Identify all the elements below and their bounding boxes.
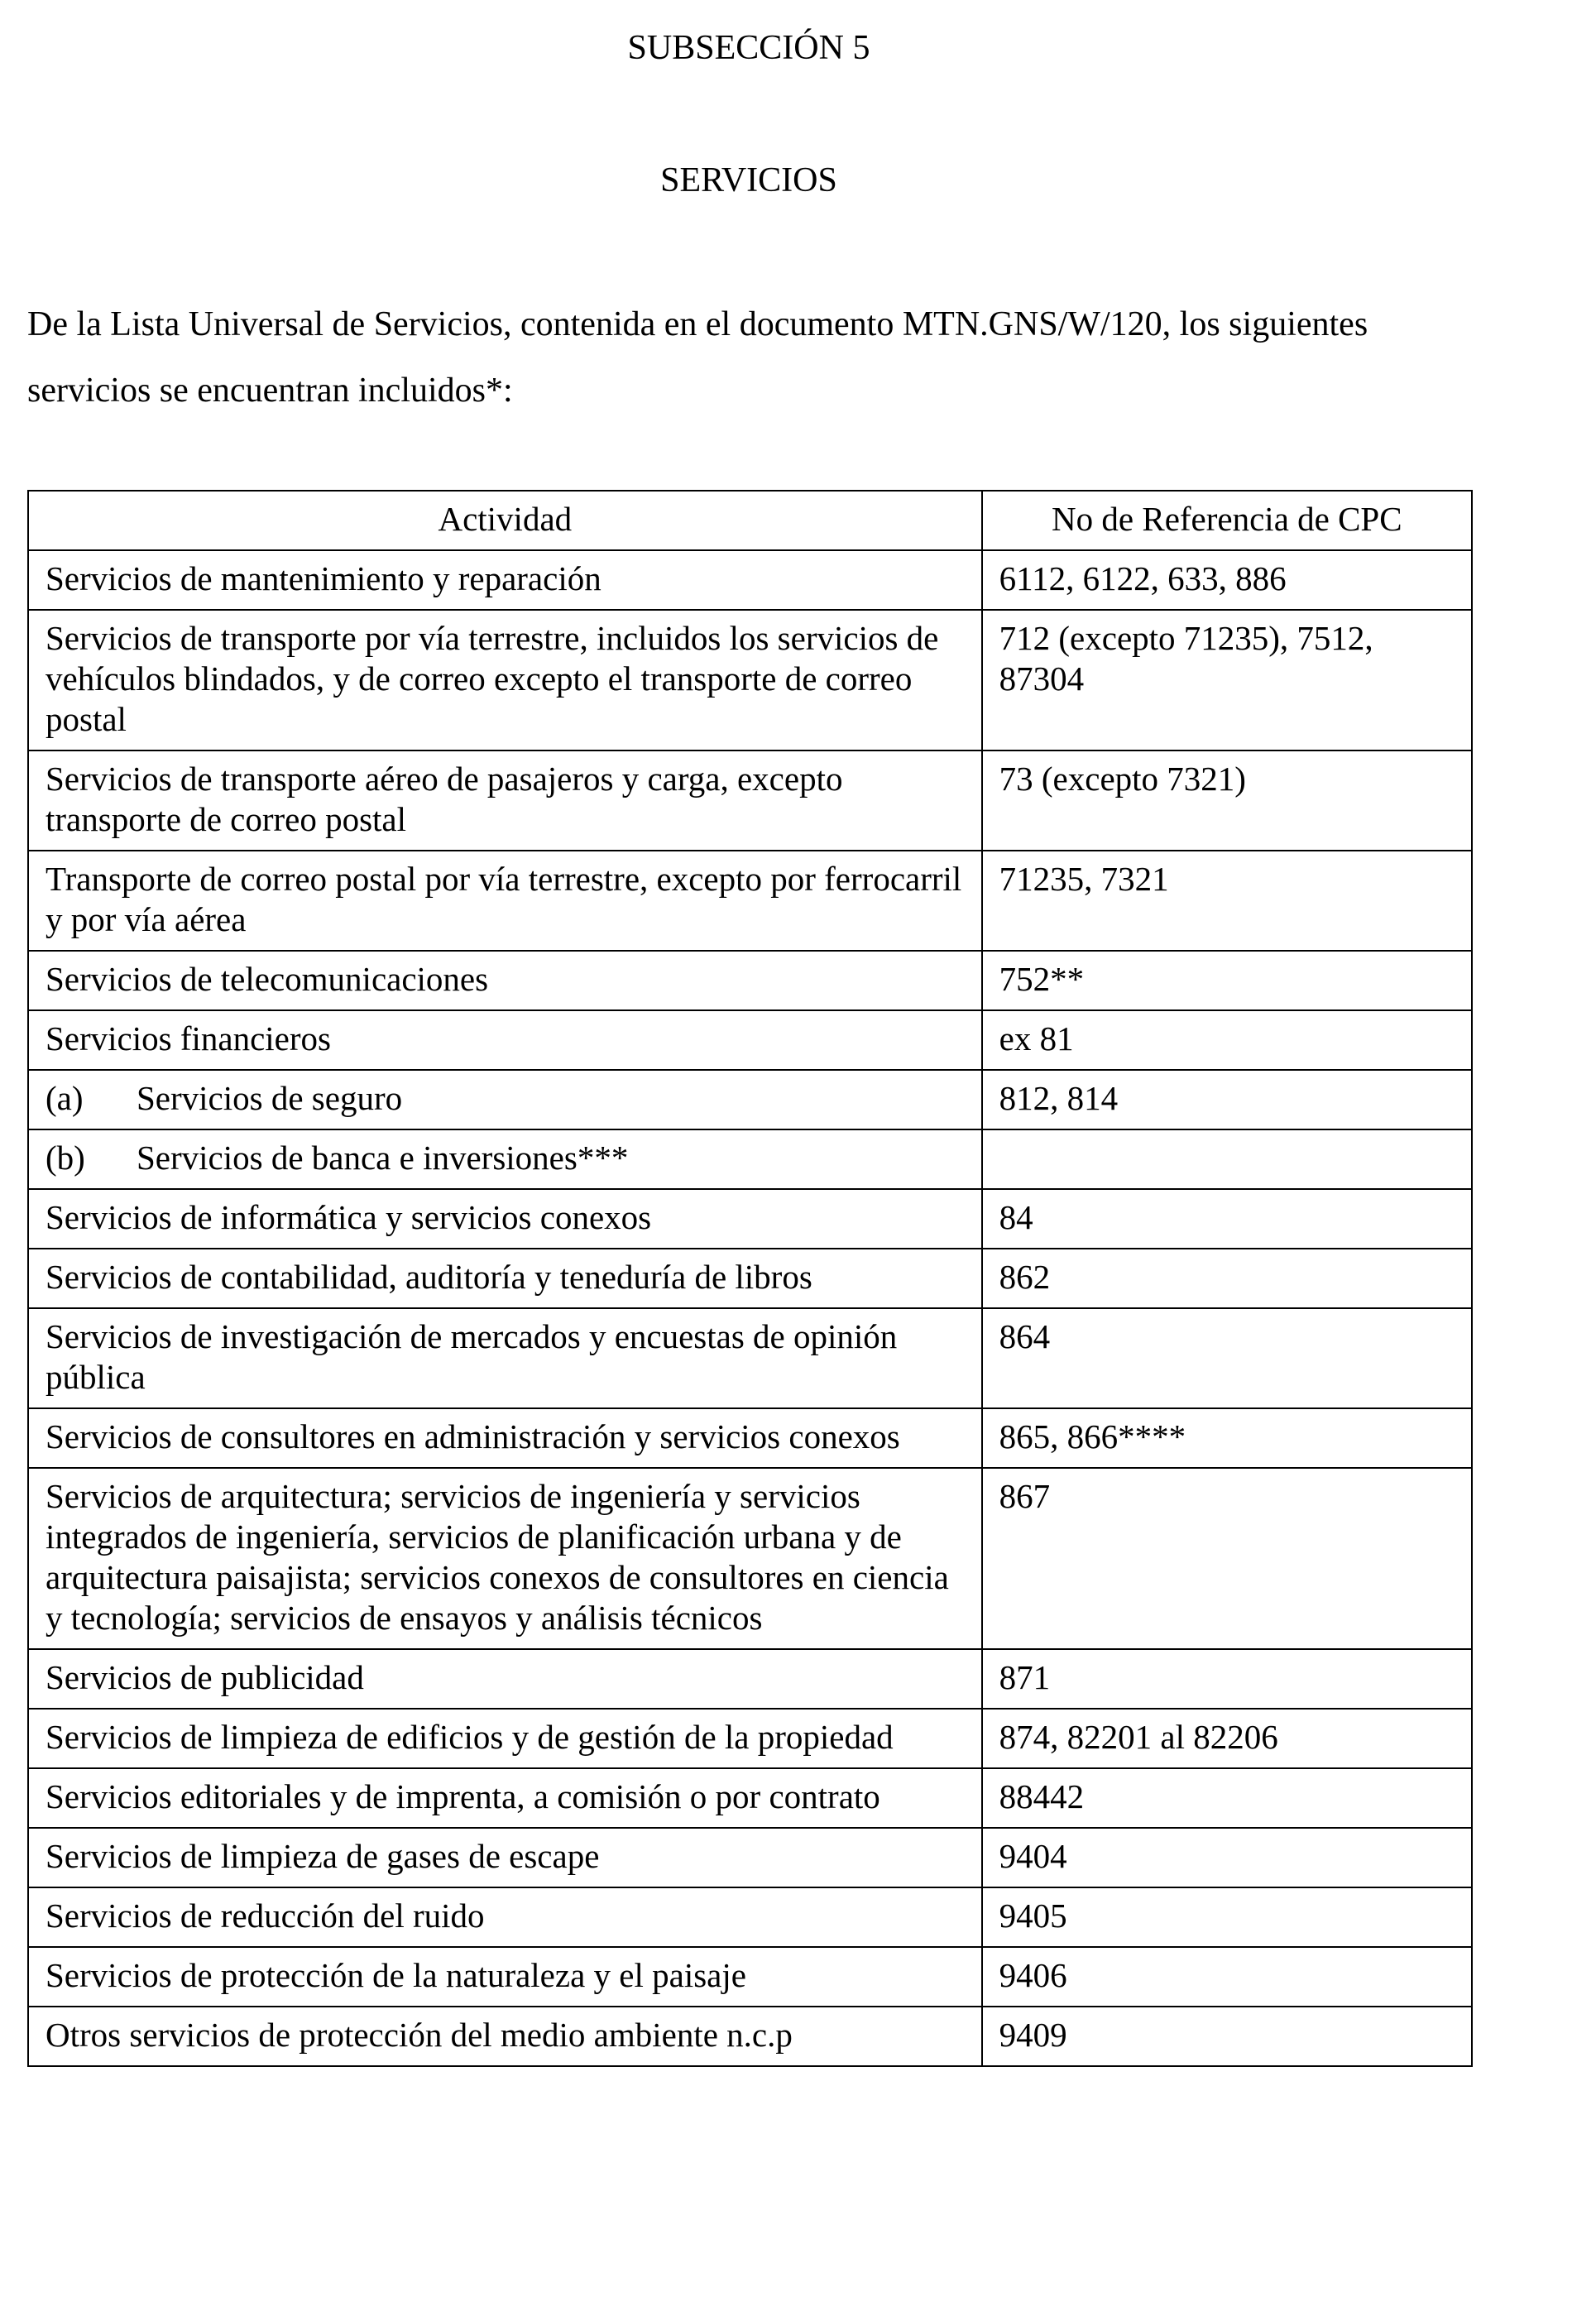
table-row xyxy=(28,1649,1472,1709)
table-header-row xyxy=(28,491,1472,550)
cpc-cell: 9404 xyxy=(982,1828,1472,1887)
cpc-cell: 6112, 6122, 633, 886 xyxy=(982,550,1472,610)
activity-cell: Servicios de limpieza de gases de escape xyxy=(28,1828,982,1887)
section-title: SERVICIOS xyxy=(660,161,837,199)
header-activity: Actividad xyxy=(28,491,982,550)
subitem-letter: (b) xyxy=(46,1139,85,1177)
table-row xyxy=(28,1468,1472,1649)
subsection-title: SUBSECCIÓN 5 xyxy=(627,29,870,67)
cpc-cell: 874, 82201 al 82206 xyxy=(982,1709,1472,1768)
table-row xyxy=(28,1887,1472,1947)
table-row xyxy=(28,1070,1472,1129)
cpc-cell: 752** xyxy=(982,951,1472,1010)
table-row xyxy=(28,1010,1472,1070)
activity-cell: Servicios de contabilidad, auditoría y teneduría de libros xyxy=(28,1249,982,1308)
table-row xyxy=(28,951,1472,1010)
table-row xyxy=(28,1189,1472,1249)
cpc-cell: 864 xyxy=(982,1308,1472,1408)
table-row xyxy=(28,1408,1472,1468)
cpc-cell: 9406 xyxy=(982,1947,1472,2007)
activity-cell: Servicios de transporte aéreo de pasajeros y carga, excepto transporte de correo postal xyxy=(28,750,982,851)
cpc-cell xyxy=(982,1129,1472,1189)
table-row xyxy=(28,1129,1472,1189)
subitem-label: Servicios de seguro xyxy=(137,1079,403,1117)
table-row xyxy=(28,2007,1472,2066)
cpc-cell: 867 xyxy=(982,1468,1472,1649)
table-row xyxy=(28,610,1472,750)
cpc-cell: 871 xyxy=(982,1649,1472,1709)
table-row xyxy=(28,1828,1472,1887)
activity-cell: Servicios de publicidad xyxy=(28,1649,982,1709)
cpc-cell: 865, 866**** xyxy=(982,1408,1472,1468)
cpc-cell: 84 xyxy=(982,1189,1472,1249)
header-cpc-reference: No de Referencia de CPC xyxy=(982,491,1472,550)
activity-cell: Servicios de investigación de mercados y encuestas de opinión pública xyxy=(28,1308,982,1408)
cpc-cell: 862 xyxy=(982,1249,1472,1308)
activity-cell: Servicios de arquitectura; servicios de ingeniería y servicios integrados de ingeniería, servicios de planificación urbana y de arquitectura paisajista; servicios conexos de consultores en ciencia y tecnología; servicios de ensayos y análisis técnicos xyxy=(28,1468,982,1649)
activity-cell: Otros servicios de protección del medio ambiente n.c.p xyxy=(28,2007,982,2066)
table-row xyxy=(28,550,1472,610)
subitem-letter: (a) xyxy=(46,1079,84,1117)
activity-cell: Servicios de mantenimiento y reparación xyxy=(28,550,982,610)
cpc-cell: 71235, 7321 xyxy=(982,851,1472,951)
cpc-cell: 73 (excepto 7321) xyxy=(982,750,1472,851)
activity-cell: Servicios de limpieza de edificios y de gestión de la propiedad xyxy=(28,1709,982,1768)
table-row xyxy=(28,1308,1472,1408)
table-row xyxy=(28,1768,1472,1828)
activity-cell: Servicios de transporte por vía terrestre, incluidos los servicios de vehículos blindados, y de correo excepto el transporte de correo postal xyxy=(28,610,982,750)
table-row xyxy=(28,1249,1472,1308)
activity-cell: Servicios de informática y servicios conexos xyxy=(28,1189,982,1249)
intro-paragraph: De la Lista Universal de Servicios, contenida en el documento MTN.GNS/W/120, los siguientes servicios se encuentran incluidos*: xyxy=(27,305,1368,410)
activity-cell: Servicios de protección de la naturaleza y el paisaje xyxy=(28,1947,982,2007)
table-row xyxy=(28,1709,1472,1768)
activity-cell: Servicios financieros xyxy=(28,1010,982,1070)
cpc-cell: 9409 xyxy=(982,2007,1472,2066)
cpc-cell: ex 81 xyxy=(982,1010,1472,1070)
subitem-label: Servicios de banca e inversiones*** xyxy=(137,1139,629,1177)
activity-subitem-cell xyxy=(28,1070,982,1129)
activity-subitem-cell xyxy=(28,1129,982,1189)
activity-cell: Servicios de telecomunicaciones xyxy=(28,951,982,1010)
cpc-cell: 9405 xyxy=(982,1887,1472,1947)
activity-cell: Transporte de correo postal por vía terrestre, excepto por ferrocarril y por vía aérea xyxy=(28,851,982,951)
services-table xyxy=(27,490,1473,2067)
table-row xyxy=(28,1947,1472,2007)
cpc-cell: 88442 xyxy=(982,1768,1472,1828)
table-row xyxy=(28,851,1472,951)
activity-cell: Servicios editoriales y de imprenta, a comisión o por contrato xyxy=(28,1768,982,1828)
cpc-cell: 812, 814 xyxy=(982,1070,1472,1129)
cpc-cell: 712 (excepto 71235), 7512, 87304 xyxy=(982,610,1472,750)
activity-cell: Servicios de consultores en administración y servicios conexos xyxy=(28,1408,982,1468)
table-row xyxy=(28,750,1472,851)
activity-cell: Servicios de reducción del ruido xyxy=(28,1887,982,1947)
